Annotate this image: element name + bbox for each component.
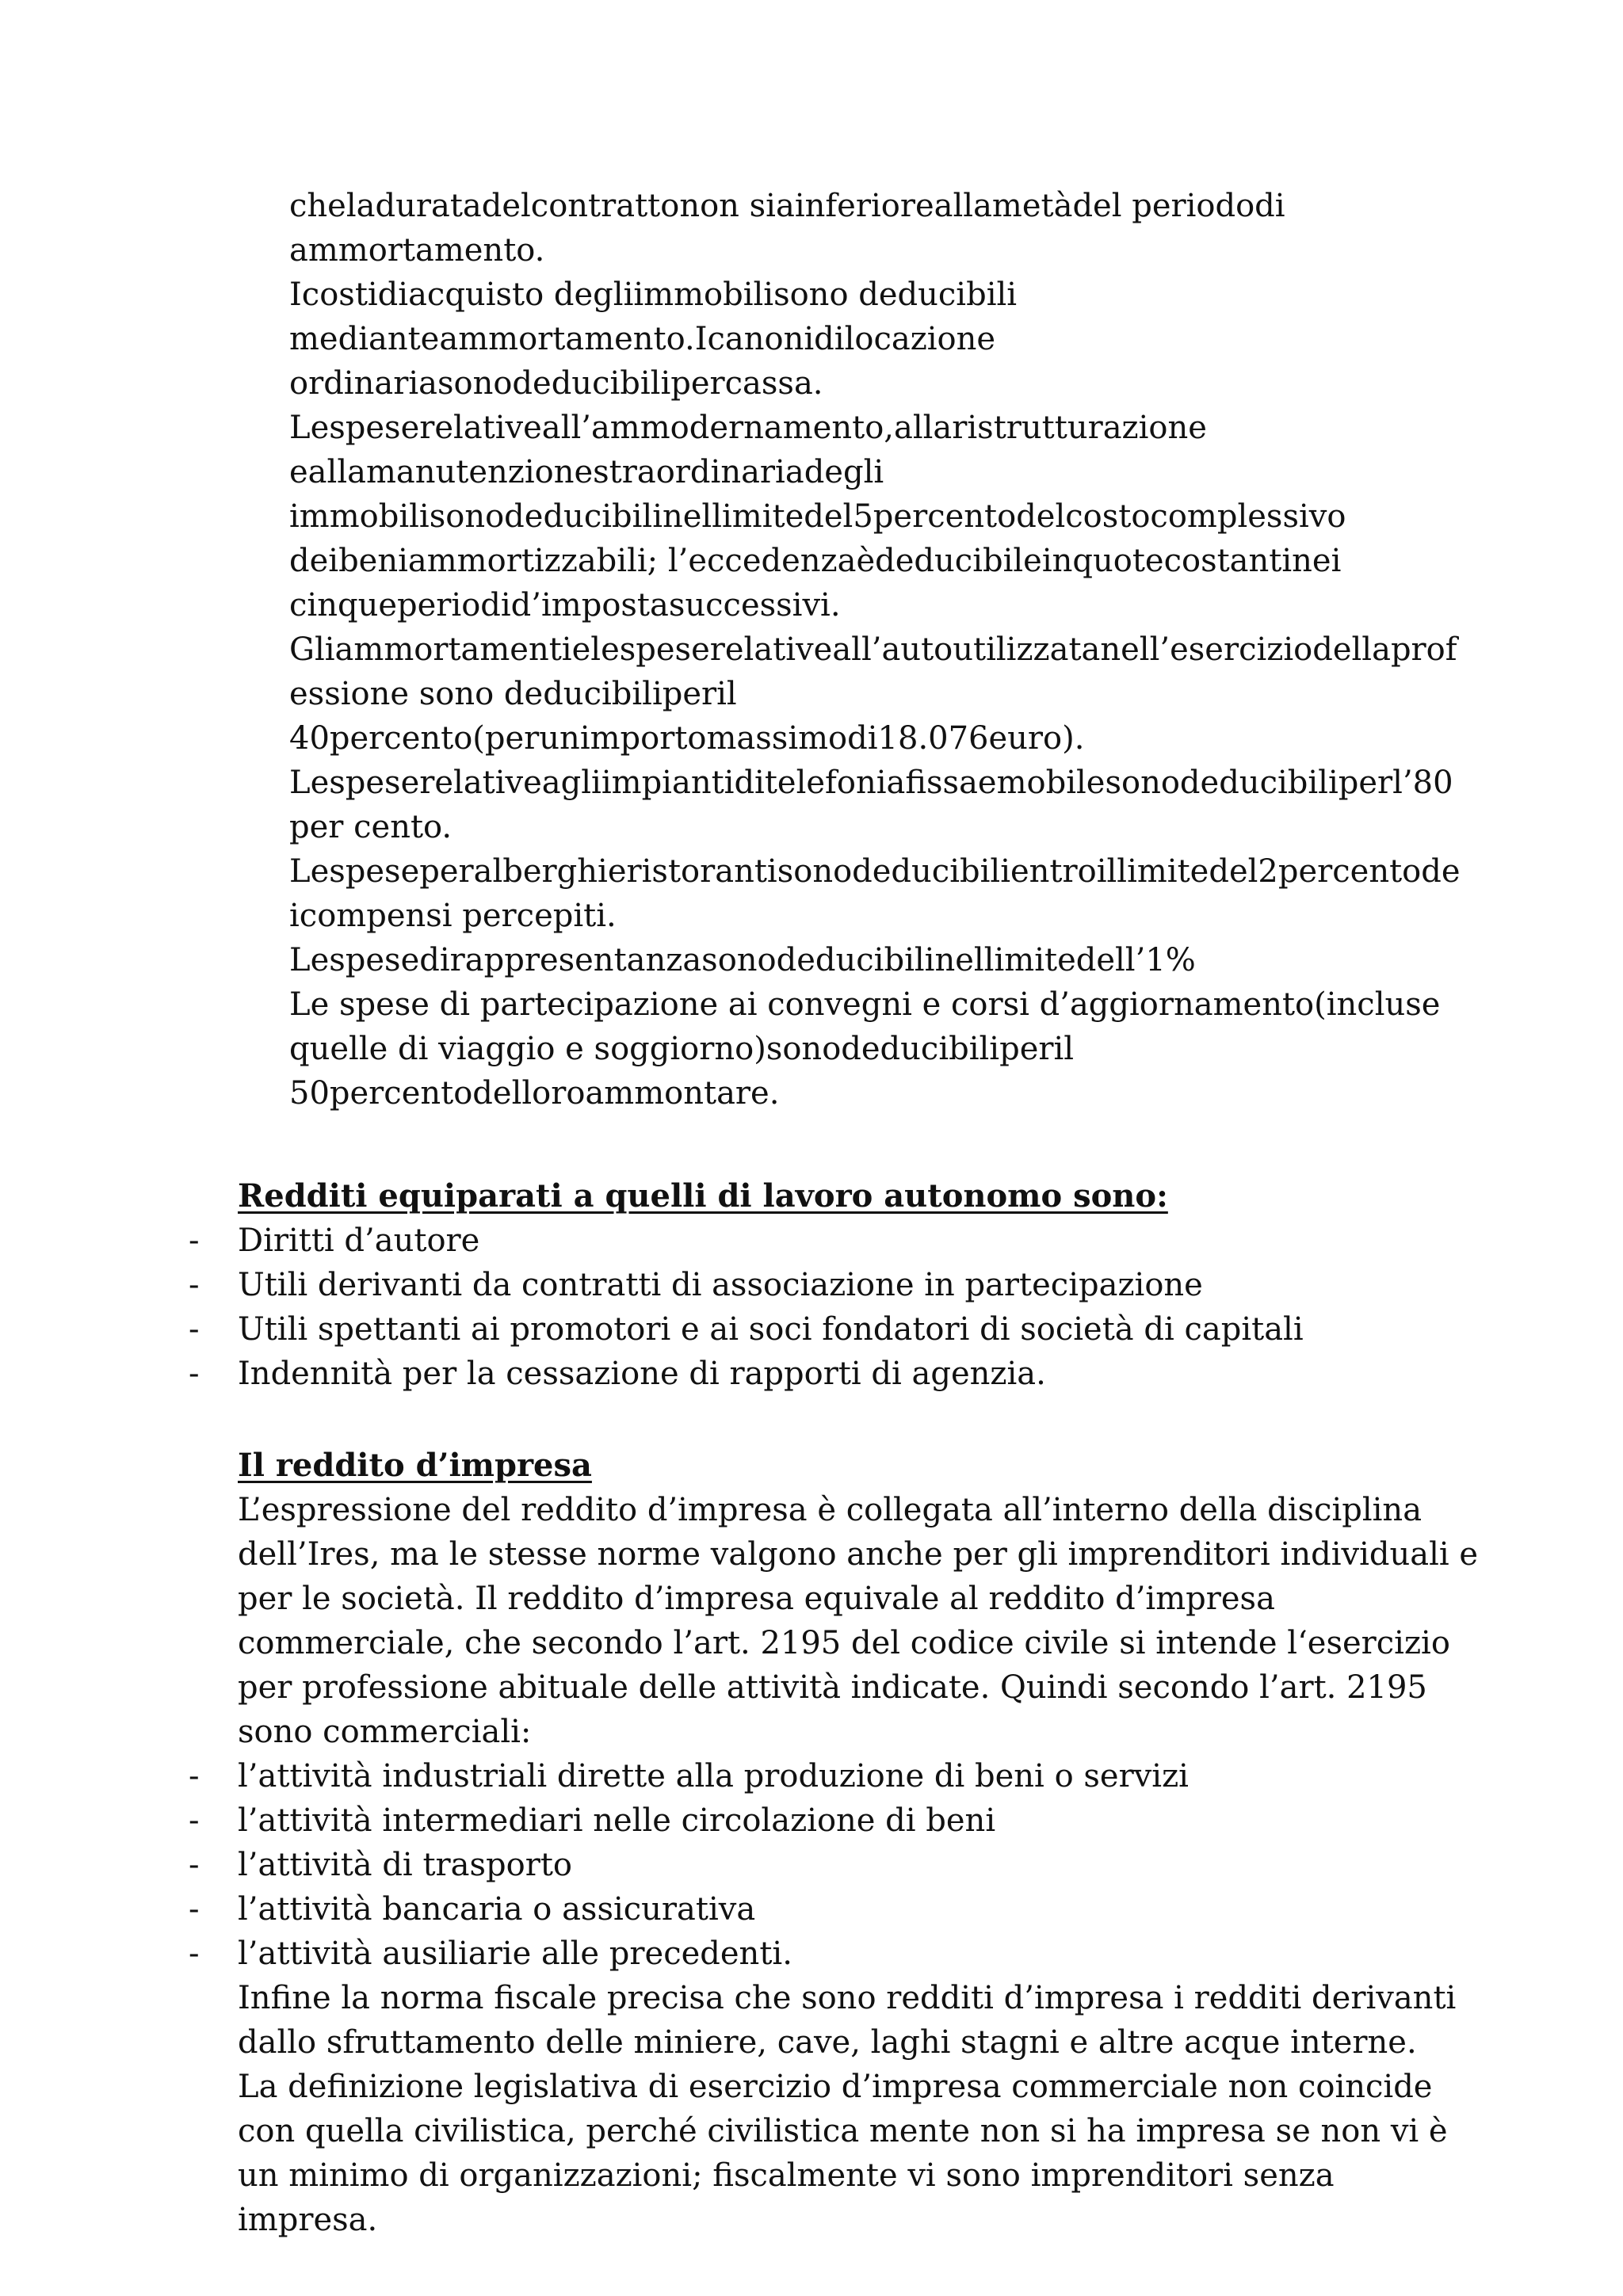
list-item: l’attività bancaria o assicurativa: [238, 1891, 756, 1928]
bullet-marker: -: [189, 1891, 200, 1928]
list-item: l’attività di trasporto: [238, 1847, 572, 1883]
bullet-marker: -: [189, 1802, 200, 1839]
text-line: per le società. Il reddito d’impresa equivale al reddito d’impresa: [238, 1581, 1275, 1617]
section-heading: Redditi equiparati a quelli di lavoro autonomo sono:: [238, 1177, 1168, 1215]
text-line: La definizione legislativa di esercizio d’impresa commerciale non coincide: [238, 2069, 1433, 2105]
text-line: con quella civilistica, perché civilistica mente non si ha impresa se non vi è: [238, 2113, 1448, 2149]
text-line: deibeniammortizzabili; l’eccedenzaèdeducibileinquotecostantinei: [289, 543, 1342, 579]
list-item: Utili spettanti ai promotori e ai soci fondatori di società di capitali: [238, 1311, 1304, 1348]
text-line: quelle di viaggio e soggiorno)sonodeducibiliperil: [289, 1031, 1075, 1067]
text-line: dallo sfruttamento delle miniere, cave, laghi stagni e altre acque interne.: [238, 2024, 1417, 2061]
list-item: Diritti d’autore: [238, 1222, 480, 1259]
text-line: Lespesedirappresentanzasonodeducibilinellimitedell’1%: [289, 942, 1196, 978]
bullet-marker: -: [189, 1936, 200, 1972]
text-line: medianteammortamento.Icanonidilocazione: [289, 321, 996, 357]
text-line: commerciale, che secondo l’art. 2195 del codice civile si intende l‘esercizio: [238, 1625, 1450, 1661]
text-line: Lespeserelativeall’ammodernamento,allaristrutturazione: [289, 410, 1207, 446]
list-item: l’attività ausiliarie alle precedenti.: [238, 1936, 792, 1972]
text-line: dell’Ires, ma le stesse norme valgono anche per gli imprenditori individuali e: [238, 1536, 1479, 1573]
text-line: 40percento(perunimportomassimodi18.076euro).: [289, 720, 1085, 757]
text-line: ammortamento.: [289, 232, 545, 269]
text-line: essione sono deducibiliperil: [289, 676, 737, 712]
text-line: L’espressione del reddito d’impresa è collegata all’interno della disciplina: [238, 1492, 1423, 1528]
text-line: Icostidiacquisto degliimmobilisono deducibili: [289, 277, 1018, 313]
text-line: 50percentodelloroammontare.: [289, 1075, 780, 1112]
text-line: cheladuratadelcontrattonon siainferioreallametàdel periododi: [289, 188, 1285, 224]
bullet-marker: -: [189, 1267, 200, 1303]
bullet-marker: -: [189, 1356, 200, 1392]
text-line: Le spese di partecipazione ai convegni e corsi d’aggiornamento(incluse: [289, 986, 1441, 1023]
text-line: Infine la norma fiscale precisa che sono redditi d’impresa i redditi derivanti: [238, 1980, 1457, 2016]
text-line: cinqueperiodid’impostasuccessivi.: [289, 587, 841, 624]
bullet-marker: -: [189, 1758, 200, 1794]
bullet-marker: -: [189, 1847, 200, 1883]
section-heading: Il reddito d’impresa: [238, 1447, 592, 1484]
text-line: icompensi percepiti.: [289, 898, 617, 934]
text-line: Lespeserelativeagliimpiantiditelefoniafissaemobilesonodeducibiliperl’80: [289, 765, 1453, 801]
list-item: l’attività industriali dirette alla produzione di beni o servizi: [238, 1758, 1189, 1794]
text-line: ordinariasonodeducibilipercassa.: [289, 365, 823, 402]
text-line: impresa.: [238, 2202, 378, 2238]
bullet-marker: -: [189, 1222, 200, 1259]
list-item: Indennità per la cessazione di rapporti di agenzia.: [238, 1356, 1046, 1392]
text-line: sono commerciali:: [238, 1714, 532, 1750]
text-line: per professione abituale delle attività indicate. Quindi secondo l’art. 2195: [238, 1669, 1427, 1706]
list-item: Utili derivanti da contratti di associazione in partecipazione: [238, 1267, 1203, 1303]
text-line: eallamanutenzionestraordinariadegli: [289, 454, 884, 490]
text-line: Lespeseperalberghieristorantisonodeducibilientroillimitedel2percentode: [289, 853, 1461, 890]
text-line: per cento.: [289, 809, 453, 845]
text-line: immobilisonodeducibilinellimitedel5percentodelcostocomplessivo: [289, 498, 1346, 535]
list-item: l’attività intermediari nelle circolazione di beni: [238, 1802, 996, 1839]
text-line: un minimo di organizzazioni; fiscalmente vi sono imprenditori senza: [238, 2157, 1335, 2194]
bullet-marker: -: [189, 1311, 200, 1348]
text-line: Gliammortamentielespeserelativeall’autoutilizzatanell’eserciziodellaprof: [289, 631, 1457, 668]
